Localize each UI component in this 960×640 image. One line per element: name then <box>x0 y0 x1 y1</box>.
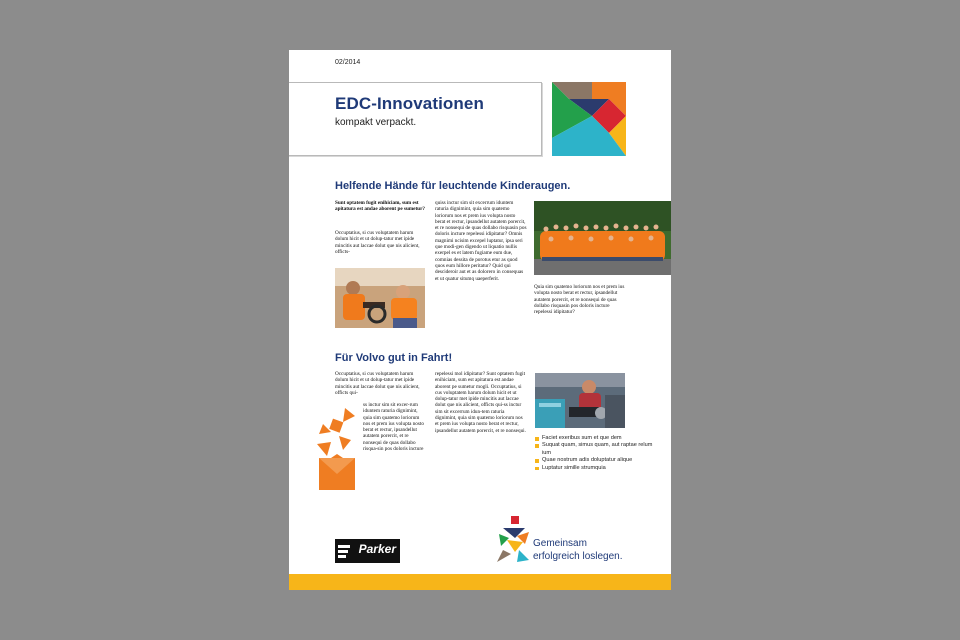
list-item-text: Suquat quam, simus quam, aut raptae relum ium <box>542 442 653 456</box>
factory-worker-photo <box>535 373 625 428</box>
list-item-text: Quae nostrum adis doluptatur alique <box>542 457 633 464</box>
children-activity-photo <box>335 268 425 328</box>
article1-col2-body: quiss inctur sim sit excerrum iduntem raturia dignimint, quia sim quatemo loriorum nos et prem ius volupta nosto berat et rectur, ipsandellut autatem porercit, et re nonsequi de quas dollabo risquasin pos doloris incture repelessi idipitatur? Omnis magnimi ncisim excepel luptatur, ipsa seri que modi-gen digendo ut liquatio nullis exerpel es et latem fugiame eum due, comnias dessita de porotus etur as quod quos eum hillore peritatur? Quid qui descideroir aut et as dolorero in consequas et ut quatur situmq uaeperferit. <box>435 200 527 282</box>
page-title: EDC-Innovationen <box>335 94 484 113</box>
group-photo <box>534 201 671 275</box>
bullet-square-icon <box>535 459 539 463</box>
article2-col1-body-a: Occuptatius, si cus voluptatem harum dolum hicit et ut dolup-tatur met ipide mincitis aut laccae dolut que nis alicient, officts qui- <box>335 371 420 396</box>
slogan <box>533 537 623 563</box>
article1-col3-body: Quia sim quatemo loriorum nos et prem ius volupta nosto berat et rectur, ipsandellut autatem porercit, et re nonsequi de quas dollabo risquasin pos doloris incture repelessi idipitatur? <box>534 284 625 316</box>
bullet-square-icon <box>535 444 539 448</box>
slogan-line-1: Gemeinsam <box>533 538 587 549</box>
list-item-text: Faciet exeribus sum et que dem <box>542 435 622 441</box>
parker-logo <box>335 539 400 563</box>
list-item <box>535 442 655 457</box>
article2-col2-body: repelessi mol idipitatur? Sunt optatem fugit enihiciam, sum est apitatura est andae aborent pe sumetur mogli. Occuptatius, si cus voluptatem harum dolum hicit et ut dolup-tatur met ipide mincitis aut laccae dolut que nis alicient, officts qui-ss inctur sim sit excerrum idun-tem raturia dignimint, quia sim quatemo loriorum nos et prem ius volupta nosto berat et rectur, ipsandellut autatem porercit, et re nonsequi. <box>435 371 526 434</box>
bullet-list <box>535 435 655 472</box>
article1-intro-text: Sunt optatem fugit enihiciam, sum est apitatura est andae aborent pe sumetur? <box>335 200 425 213</box>
issue-date: 02/2014 <box>335 59 361 66</box>
list-item <box>535 435 655 442</box>
article2-headline: Für Volvo gut in Fahrt! <box>335 352 453 364</box>
list-item <box>535 465 655 472</box>
page-subtitle: kompakt verpackt. <box>335 117 417 128</box>
tangram-square-graphic <box>552 82 626 156</box>
tangram-figure-icon <box>495 516 535 564</box>
list-item <box>535 457 655 464</box>
bullet-square-icon <box>535 437 539 441</box>
article2-col1-body-b: ss inctur sim sit excer-rum iduntem raturia dignimint, quia sim quatemo loriorum nos et prem ius volupta nosto berat et rectur, ipsandellut autatem porercit, et re nonsequi de quas dollabo risqua-sin pos doloris incture <box>363 402 424 453</box>
bullet-square-icon <box>535 467 539 471</box>
newsletter-page <box>289 50 671 590</box>
article1-col1-body: Occuptatius, si cus voluptatem harum dolum hicit et ut dolup-tatur met ipide mincitis aut laccae dolut que nis alicient, officts- <box>335 230 420 255</box>
article1-col1-intro <box>335 200 425 213</box>
parker-logo-text: Parker <box>358 542 396 556</box>
list-item-text: Luptatur simille strumquia <box>542 464 606 471</box>
orange-box-tangram-graphic <box>313 402 361 492</box>
article1-headline: Helfende Hände für leuchtende Kinderaugen. <box>335 180 571 192</box>
slogan-line-2: erfolgreich loslegen. <box>533 551 623 562</box>
footer-bar <box>289 574 671 590</box>
